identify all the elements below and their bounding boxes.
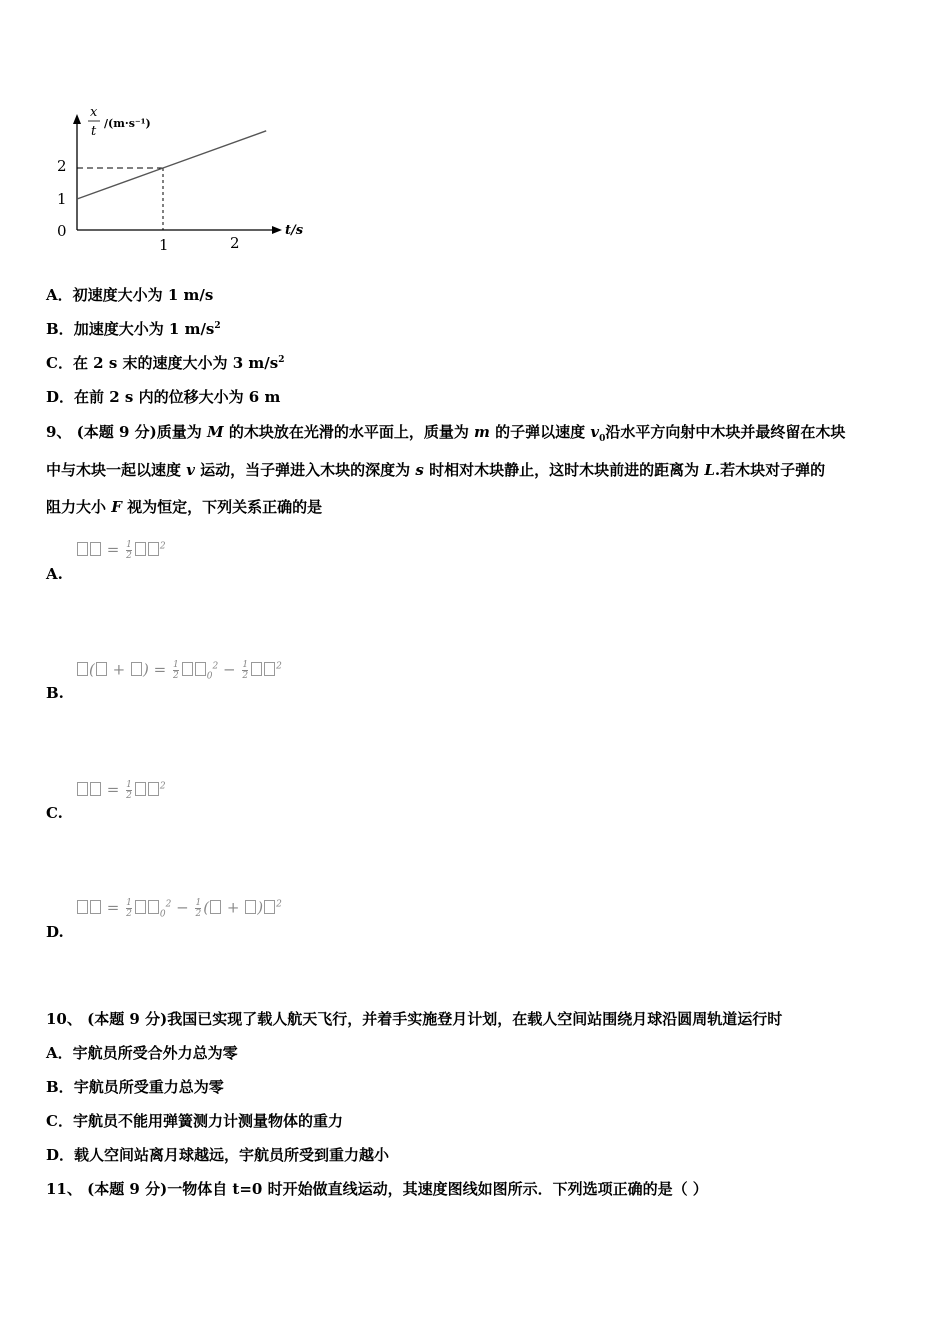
y-unit: /(m·s⁻¹) [104,117,151,130]
q9-stem-line-3 [46,497,322,517]
q9-option-d-label: D. [46,923,64,941]
series-line [77,131,266,199]
option-text: 载人空间站离月球越远，宇航员所受到重力越小 [74,1146,390,1164]
q9-formula-c: = $\frac{1}{2}$ $^2$ [76,780,166,801]
question-text: 一物体自 t=0 时开始做直线运动，其速度图线如图所示．下列选项正确的是（ ） [167,1180,708,1198]
x-tick-2: 2 [230,234,240,252]
q10-option-b [46,1077,224,1097]
question-score: (本题 9 分) [87,1180,168,1198]
text: 的木块放在光滑的水平面上，质量为 [223,423,475,441]
question-number: 9、 [46,423,72,441]
q9-stem-line-2 [46,460,825,480]
option-text: 在前 2 s 内的位移大小为 6 m [74,388,281,406]
option-text: 在 2 s 末的速度大小为 3 m/s [72,354,279,372]
var-s: s [415,461,424,479]
q9-stem-line-1 [46,422,845,442]
q11-stem [46,1179,708,1199]
option-label: C． [46,354,73,372]
option-text: 初速度大小为 1 m/s [72,286,214,304]
equals: = [106,540,120,559]
text: 中与木块一起以速度 [46,461,187,479]
text: 沿水平方向射中木块并最终留在木块 [605,423,846,441]
q10-option-d [46,1145,389,1165]
q10-option-c [46,1111,343,1131]
text: 运动，当子弹进入木块的深度为 [194,461,416,479]
text: 阻力大小 [46,498,112,516]
q8-option-a [46,285,213,305]
q10-option-a [46,1043,238,1063]
fraction-half: $\frac{1}{2}$ [126,540,132,561]
option-label: A． [46,1044,73,1062]
q9-formula-d: = $\frac{1}{2}$ $_0^2$ − $\frac{1}{2}$ ( + ) $^2$ [76,898,282,920]
var-v: v [186,461,195,479]
var-F: F [111,498,122,516]
question-number: 10、 [46,1010,82,1028]
y-label-den: t [91,124,97,139]
option-label: C． [46,1112,73,1130]
x-label: t/s [285,223,304,238]
text: .若木块对子弹的 [714,461,826,479]
option-label: D． [46,1146,75,1164]
option-label: D． [46,388,75,406]
option-label: B． [46,320,74,338]
text: 视为恒定，下列关系正确的是 [121,498,323,516]
q9-option-a-label: A. [46,565,63,583]
question-score: (本题 9 分) [76,423,157,441]
text: 时相对木块静止，这时木块前进的距离为 [423,461,705,479]
q8-option-c [46,353,284,373]
text: 的子弹以速度 [489,423,591,441]
question-number: 11、 [46,1180,82,1198]
option-text: 宇航员不能用弹簧测力计测量物体的重力 [72,1112,343,1130]
question-text: 我国已实现了载人航天飞行，并着手实施登月计划，在载人空间站围绕月球沿圆周轨道运行时 [167,1010,783,1028]
y-label-num: x [90,105,98,120]
var-v0: v [590,423,600,441]
q8-option-b [46,319,221,339]
xt-t-graph [40,100,340,270]
y-tick-2: 2 [57,157,67,175]
option-text: 宇航员所受合外力总为零 [72,1044,238,1062]
option-label: B． [46,1078,74,1096]
x-axis-arrow [272,226,282,234]
var-v0-sub: 0 [599,434,606,444]
var-m: m [474,423,490,441]
q9-formula-a: = $\frac{1}{2}$ $^2$ [76,540,166,561]
var-M: M [206,423,224,441]
q9-option-b-label: B. [46,684,64,702]
q9-formula-b: ( + ) = $\frac{1}{2}$ $_0^2$ − $\frac{1}{2}$ $^2$ [76,660,282,682]
q9-option-c-label: C. [46,804,63,822]
x-tick-1: 1 [159,236,169,254]
question-score: (本题 9 分) [87,1010,168,1028]
option-text: 加速度大小为 1 m/s [73,320,215,338]
option-label: A． [46,286,73,304]
y-tick-0: 0 [57,222,67,240]
var-L: L [704,461,715,479]
option-text: 宇航员所受重力总为零 [73,1078,224,1096]
option-sup: 2 [214,321,221,331]
q8-option-d [46,387,280,407]
option-sup: 2 [278,355,285,365]
y-tick-1: 1 [57,190,67,208]
text: 质量为 [156,423,207,441]
q10-stem [46,1009,782,1029]
y-axis-arrow [73,114,81,124]
